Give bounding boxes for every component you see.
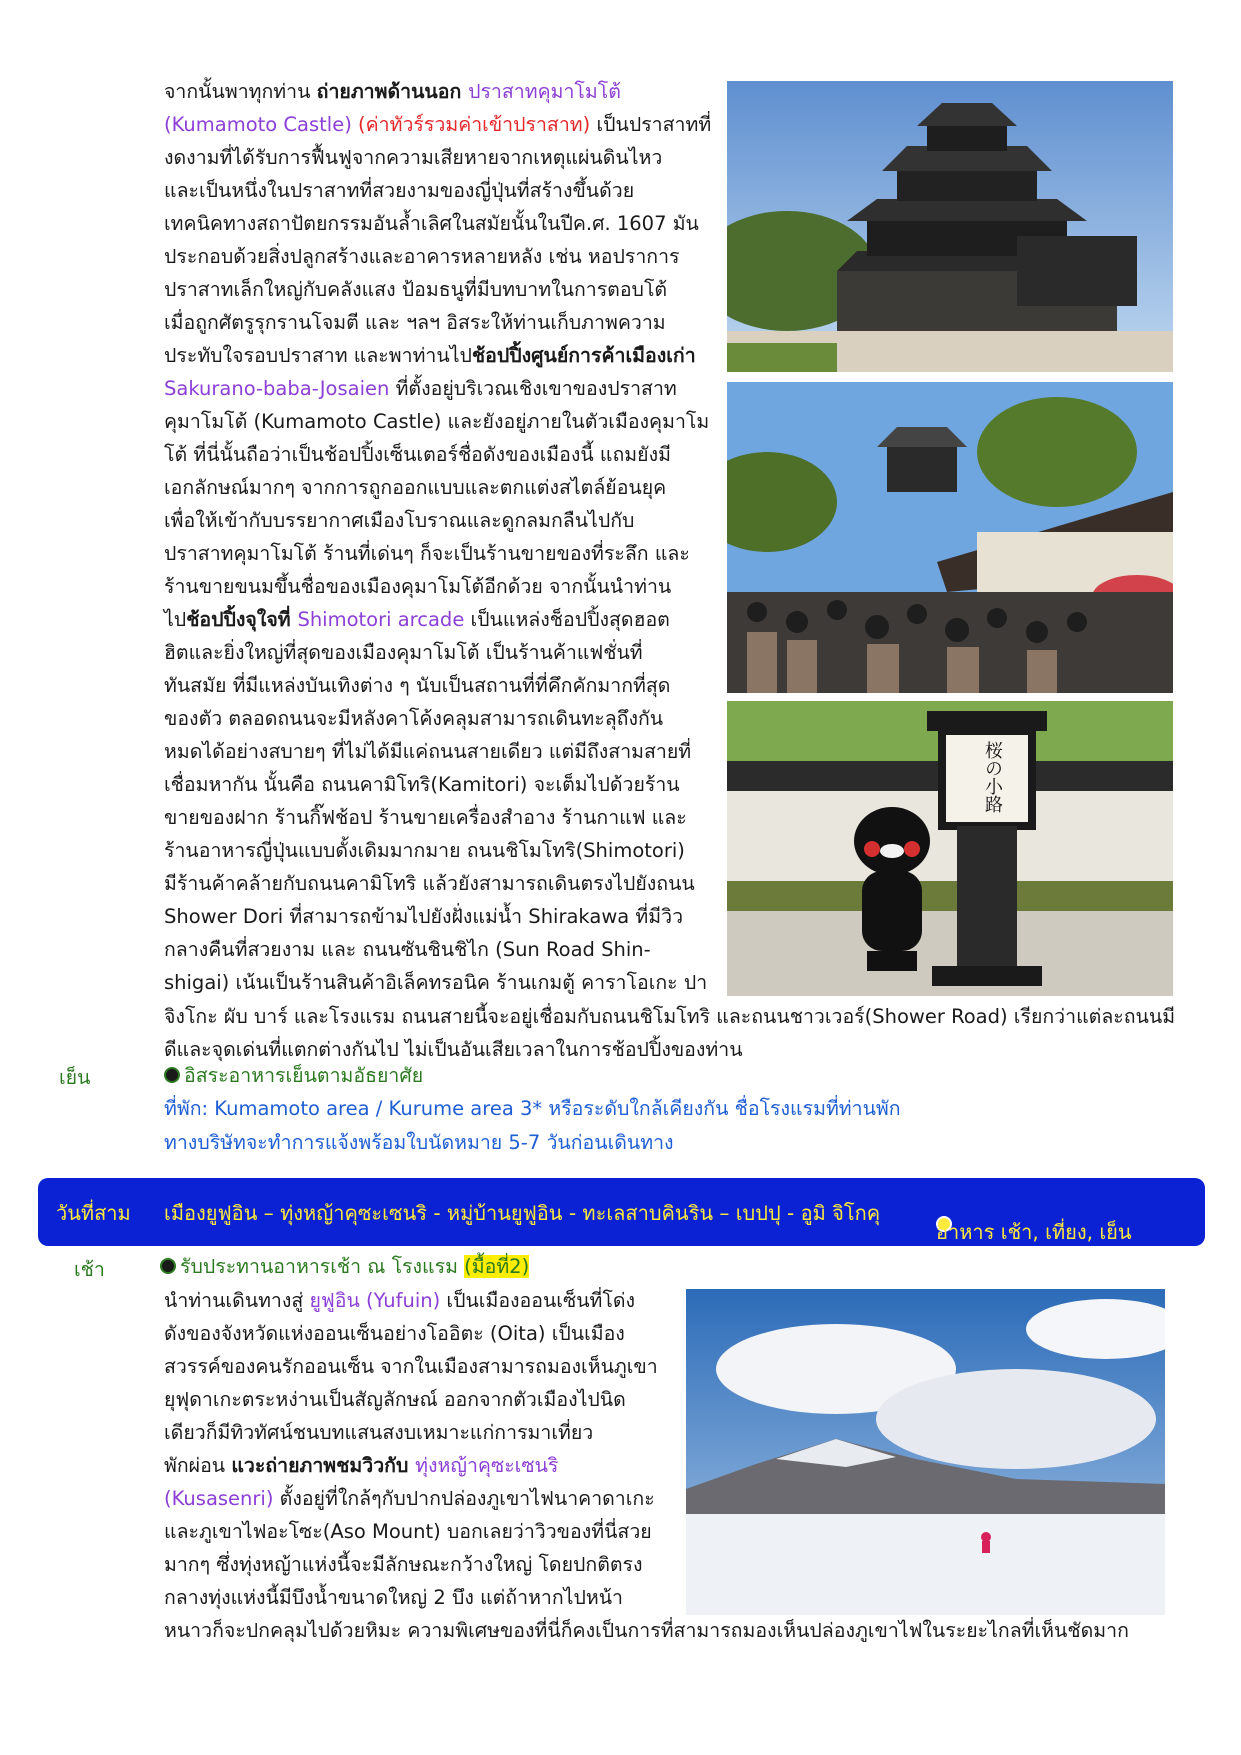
text-line xyxy=(164,735,709,768)
text-segment: มีร้านค้าคล้ายกับถนนคามิโทริ แล้วยังสามารถเดินตรงไปยังถนน xyxy=(164,872,695,895)
text-segment: (Kumamoto Castle) xyxy=(164,113,352,136)
text-segment: (ค่าทัวร์รวมค่าเข้าปราสาท) xyxy=(358,113,591,136)
text-segment: เป็นเมืองออนเซ็นที่โด่ง xyxy=(440,1289,636,1312)
text-line xyxy=(164,1317,674,1350)
text-segment: กลางทุ่งแห่งนี้มีบึงน้ำขนาดใหญ่ 2 บึง แต่ถ้าหากไปหน้า xyxy=(164,1586,623,1609)
dish-icon xyxy=(160,1258,176,1274)
text-line xyxy=(164,141,709,174)
day3-label: วันที่สาม xyxy=(56,1201,131,1225)
morning-meal xyxy=(160,1250,529,1283)
text-segment: ปราสาทคุมาโมโต้ xyxy=(468,80,621,103)
text-line xyxy=(164,306,709,339)
text-line xyxy=(164,570,709,603)
text-segment: ทุ่งหญ้าคุซะเซนริ xyxy=(415,1454,559,1477)
text-line xyxy=(164,240,709,273)
text-segment: ขายของฝาก ร้านกิ๊ฟช้อป ร้านขายเครื่องสำอาง ร้านกาแฟ และ xyxy=(164,806,687,829)
text-line xyxy=(164,636,709,669)
text-segment: เดียวก็มีทิวทัศน์ชนบทแสนสงบเหมาะแก่การมาเที่ยว xyxy=(164,1421,594,1444)
morning-meal-text: รับประทานอาหารเช้า ณ โรงแรม xyxy=(180,1255,465,1278)
text-segment: ช้อปปิ้งศูนย์การค้าเมืองเก่า xyxy=(471,344,696,367)
text-line: จิงโกะ ผับ บาร์ และโรงแรม ถนนสายนี้จะอยู่เชื่อมกับถนนชิโมโทริ และถนนชาวเวอร์(Shower Road) เรียกว่าแต่ละถนนมี xyxy=(164,1005,1176,1028)
text-line: ดีและจุดเด่นที่แตกต่างกันไป ไม่เป็นอันเสียเวลาในการช้อปปิ้งของท่าน xyxy=(164,1038,743,1061)
text-line xyxy=(164,537,709,570)
section1-paragraph-wide xyxy=(164,1000,1174,1066)
text-segment: ของตัว ตลอดถนนจะมีหลังคาโค้งคลุมสามารถเดินทะลุถึงกัน xyxy=(164,707,664,730)
text-segment: เพื่อให้เข้ากับบรรยากาศเมืองโบราณและดูกลมกลืนไปกับ xyxy=(164,509,635,532)
text-segment: ช้อปปิ้งจุใจที่ xyxy=(186,608,298,631)
kumamon-photo xyxy=(727,701,1173,996)
text-line xyxy=(164,174,709,207)
text-line xyxy=(164,1383,674,1416)
text-line xyxy=(164,768,709,801)
text-segment: Sakurano-baba-Josaien xyxy=(164,377,390,400)
text-segment: ร้านขายขนมขึ้นชื่อของเมืองคุมาโมโต้อีกด้วย จากนั้นนำท่าน xyxy=(164,575,672,598)
text-segment: งดงามที่ได้รับการฟื้นฟูจากความเสียหายจากเหตุแผ่นดินไหว xyxy=(164,146,663,169)
text-line xyxy=(164,1482,674,1515)
text-segment: ฮิตและยิ่งใหญ่ที่สุดของเมืองคุมาโมโต้ เป็นร้านค้าแฟชั่นที่ xyxy=(164,641,643,664)
text-segment: ประกอบด้วยสิ่งปลูกสร้างและอาคารหลายหลัง เช่น หอปราการ xyxy=(164,245,680,268)
day3-banner xyxy=(38,1178,1205,1246)
text-line xyxy=(164,339,709,372)
text-line xyxy=(164,438,709,471)
castle-photo xyxy=(727,81,1173,372)
text-segment: เป็นปราสาทที่ xyxy=(590,113,712,136)
text-segment: ทันสมัย ที่มีแหล่งบันเทิงต่าง ๆ นับเป็นสถานที่ที่คึกคักมากที่สุด xyxy=(164,674,671,697)
hotel-line-2: ทางบริษัทจะทำการแจ้งพร้อมใบนัดหมาย 5-7 วันก่อนเดินทาง xyxy=(164,1131,674,1154)
text-line xyxy=(164,1284,674,1317)
text-segment: โต้ ที่นี่นั้นถือว่าเป็นช้อปปิ้งเซ็นเตอร์ชื่อดังของเมืองนี้ แถมยังมี xyxy=(164,443,671,466)
text-segment: เอกลักษณ์มากๆ จากการถูกออกแบบและตกแต่งสไตล์ย้อนยุค xyxy=(164,476,667,499)
evening-label: เย็น xyxy=(59,1066,91,1089)
text-segment: เป็นแหล่งช็อปปิ้งสุดฮอต xyxy=(464,608,670,631)
day3-meals-text: อาหาร เช้า, เที่ยง, เย็น xyxy=(936,1220,1132,1244)
text-segment: สวรรค์ของคนรักออนเซ็น จากในเมืองสามารถมองเห็นภูเขา xyxy=(164,1355,658,1378)
text-line xyxy=(164,1581,674,1614)
text-segment: ปราสาทเล็กใหญ่กับคลังแสง ป้อมธนูที่มีบทบาทในการตอบโต้ xyxy=(164,278,668,301)
text-line xyxy=(164,867,709,900)
text-line xyxy=(164,372,709,405)
section2-paragraph xyxy=(164,1284,674,1614)
sign-text: 桜の小路 xyxy=(982,741,1003,813)
text-line xyxy=(164,603,709,636)
text-segment: (Kusasenri) xyxy=(164,1487,274,1510)
text-line xyxy=(164,108,712,141)
text-segment: เทคนิคทางสถาปัตยกรรมอันล้ำเลิศในสมัยนั้นในปีค.ศ. 1607 มัน xyxy=(164,212,699,235)
text-segment: ปราสาทคุมาโมโต้ ร้านที่เด่นๆ ก็จะเป็นร้านขายของที่ระลึก และ xyxy=(164,542,690,565)
text-segment: Shimotori arcade xyxy=(297,608,465,631)
text-line xyxy=(164,702,709,735)
text-line xyxy=(164,75,709,108)
shopping-street-photo xyxy=(727,382,1173,693)
text-line xyxy=(164,207,709,240)
text-line: หนาวก็จะปกคลุมไปด้วยหิมะ ความพิเศษของที่นี่ก็คงเป็นการที่สามารถมองเห็นปล่องภูเขาไฟในระยะไกลที่เห็นชัดมาก xyxy=(164,1619,1129,1642)
dish-icon xyxy=(164,1067,180,1083)
text-segment: เชื่อมหากัน นั้นคือ ถนนคามิโทริ(Kamitori) จะเต็มไปด้วยร้าน xyxy=(164,773,680,796)
snowfield-photo xyxy=(686,1289,1165,1615)
day3-route: เมืองยูฟูอิน – ทุ่งหญ้าคุซะเซนริ - หมู่บ้านยูฟูอิน - ทะเลสาบคินริน – เบปปุ - อูมิ จิโกคุ xyxy=(164,1201,881,1225)
text-line xyxy=(164,504,709,537)
text-segment: จากนั้นพาทุกท่าน xyxy=(164,80,317,103)
text-line xyxy=(164,834,709,867)
text-segment: เมื่อถูกศัตรูรุกรานโจมตี และ ฯลฯ อิสระให้ท่านเก็บภาพความ xyxy=(164,311,666,334)
text-line xyxy=(164,471,709,504)
meal-count-badge: (มื้อที่2) xyxy=(464,1255,530,1278)
text-segment: นำท่านเดินทางสู่ xyxy=(164,1289,310,1312)
section1-paragraph xyxy=(164,75,712,999)
text-line xyxy=(164,933,709,966)
text-segment: shigai) เน้นเป็นร้านสินค้าอิเล็คทรอนิค ร้านเกมตู้ คาราโอเกะ ปา xyxy=(164,971,708,994)
text-segment: หมดได้อย่างสบายๆ ที่ไม่ได้มีแค่ถนนสายเดียว แต่มีถึงสามสายที่ xyxy=(164,740,692,763)
text-segment: กลางคืนที่สวยงาม และ ถนนซันชินชิไก (Sun Road Shin- xyxy=(164,938,651,961)
text-segment: แวะถ่ายภาพชมวิวกับ xyxy=(231,1454,416,1477)
text-segment: มากๆ ซึ่งทุ่งหญ้าแห่งนี้จะมีลักษณะกว้างใหญ่ โดยปกติตรง xyxy=(164,1553,643,1576)
text-line xyxy=(164,1350,674,1383)
text-line xyxy=(164,1449,674,1482)
text-line xyxy=(164,1416,674,1449)
text-segment: คุมาโมโต้ (Kumamoto Castle) และยังอยู่ภายในตัวเมืองคุมาโม xyxy=(164,410,710,433)
text-segment: ที่ตั้งอยู่บริเวณเชิงเขาของปราสาท xyxy=(389,377,677,400)
text-segment: ยูฟูอิน (Yufuin) xyxy=(309,1289,441,1312)
text-segment: พักผ่อน xyxy=(164,1454,232,1477)
evening-meal-text: อิสระอาหารเย็นตามอัธยาศัย xyxy=(184,1064,424,1087)
text-segment: ประทับใจรอบปราสาท และพาท่านไป xyxy=(164,344,472,367)
text-segment: ถ่ายภาพด้านนอก xyxy=(316,80,469,103)
text-line xyxy=(164,1515,674,1548)
text-segment: Shower Dori ที่สามารถข้ามไปยังฝั่งแม่น้ำ Shirakawa ที่มีวิว xyxy=(164,905,684,928)
text-segment: และภูเขาไฟอะโซะ(Aso Mount) บอกเลยว่าวิวของที่นี่สวย xyxy=(164,1520,652,1543)
morning-label: เช้า xyxy=(74,1258,105,1281)
text-line xyxy=(164,1548,674,1581)
text-segment: ยุฟุดาเกะตระหง่านเป็นสัญลักษณ์ ออกจากตัวเมืองไปนิด xyxy=(164,1388,626,1411)
hotel-line-1: ที่พัก: Kumamoto area / Kurume area 3* หรือระดับใกล้เคียงกัน ชื่อโรงแรมที่ท่านพัก xyxy=(164,1097,901,1120)
text-line xyxy=(164,669,709,702)
text-line xyxy=(164,273,709,306)
text-line xyxy=(164,900,709,933)
text-segment: ไป xyxy=(164,608,187,631)
text-segment: ดังของจังหวัดแห่งออนเซ็นอย่างโออิตะ (Oita) เป็นเมือง xyxy=(164,1322,625,1345)
text-line xyxy=(164,801,709,834)
text-segment: และเป็นหนึ่งในปราสาทที่สวยงามของญี่ปุ่นที่สร้างขึ้นด้วย xyxy=(164,179,635,202)
text-segment: ตั้งอยู่ที่ใกล้ๆกับปากปล่องภูเขาไฟนาคาดาเกะ xyxy=(273,1487,655,1510)
evening-meal xyxy=(164,1059,423,1092)
section2-paragraph-wide xyxy=(164,1614,1174,1647)
text-line xyxy=(164,405,709,438)
text-line xyxy=(164,966,709,999)
text-segment: ร้านอาหารญี่ปุ่นแบบดั้งเดิมมากมาย ถนนชิโมโทริ(Shimotori) xyxy=(164,839,685,862)
